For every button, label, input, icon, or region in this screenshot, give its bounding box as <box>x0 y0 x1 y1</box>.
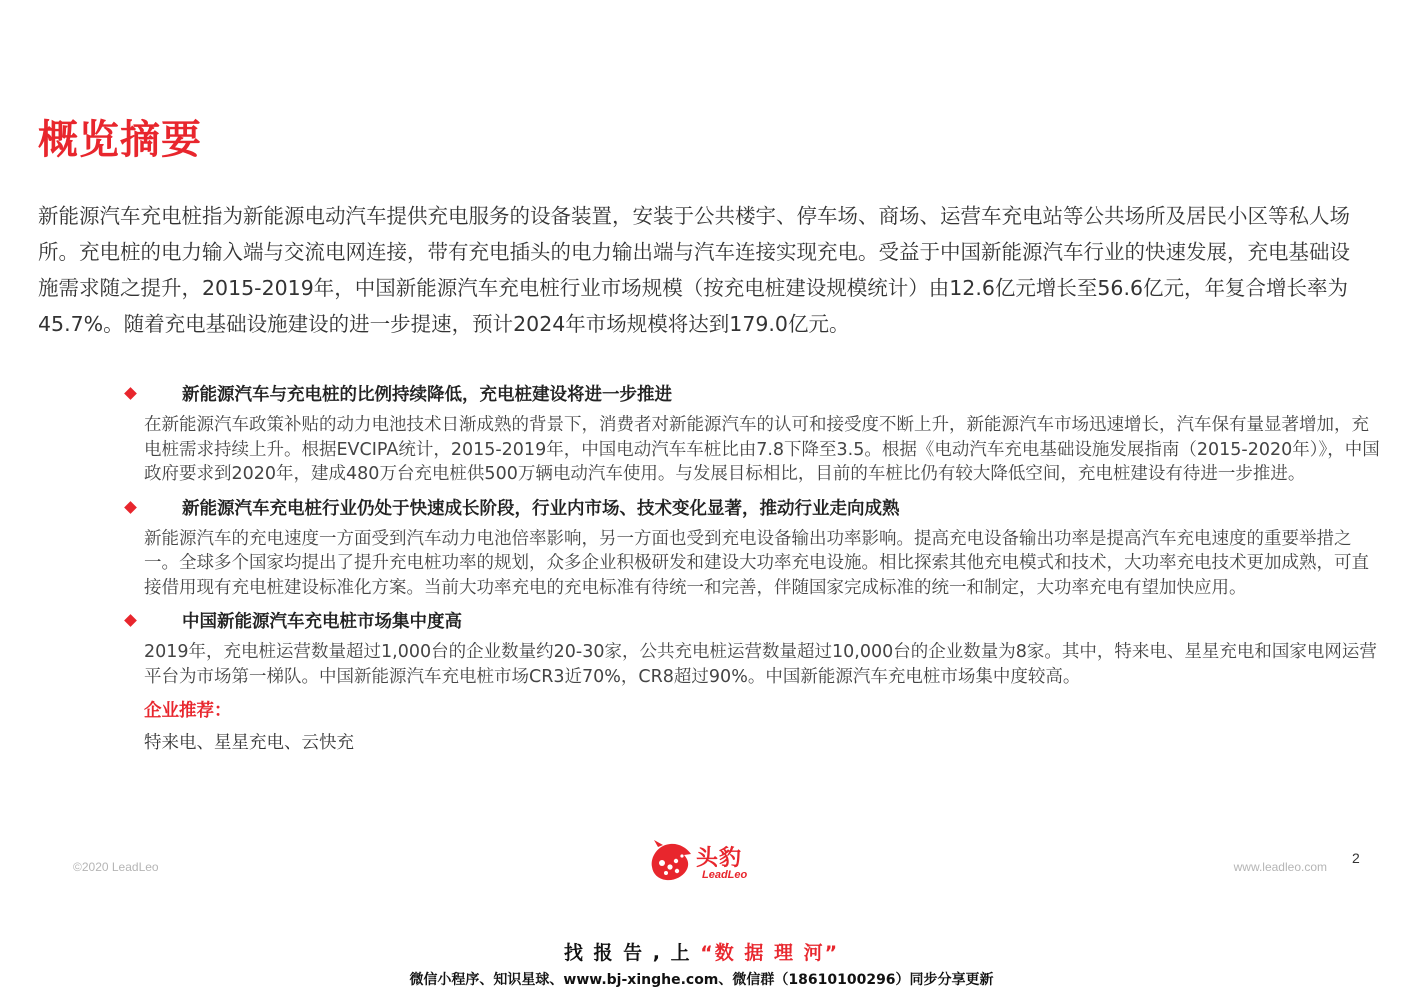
section-heading <box>144 379 1384 411</box>
bullet-sections <box>144 379 1384 759</box>
diamond-bullet-icon <box>124 614 137 627</box>
diamond-bullet-icon <box>124 387 137 400</box>
section-body: 2019年，充电桩运营数量超过1,000台的企业数量约20-30家，公共充电桩运营数量超过10,000台的企业数量为8家。其中，特来电、星星充电和国家电网运营平台为市场第一梯队。中国新能源汽车充电桩市场CR3近70%，CR8超过90%。中国新能源汽车充电桩市场集中度较高。 <box>144 642 1377 687</box>
section-heading-text: 新能源汽车与充电桩的比例持续降低，充电桩建设将进一步推进 <box>182 385 672 405</box>
diamond-bullet-icon <box>124 501 137 514</box>
leadleo-logo <box>646 837 766 887</box>
intro-paragraph: 新能源汽车充电桩指为新能源电动汽车提供充电服务的设备装置，安装于公共楼宇、停车场、商场、运营车充电站等公共场所及居民小区等私人场所。充电桩的电力输入端与交流电网连接，带有充电插头的电力输出端与汽车连接实现充电。受益于中国新能源汽车行业的快速发展，充电基础设施需求随之提升，2015-2019年，中国新能源汽车充电桩行业市场规模（按充电桩建设规模统计）由12.6亿元增长至56.6亿元，年复合增长率为45.7%。随着充电基础设施建设的进一步提速，预计2024年市场规模将达到179.0亿元。 <box>38 204 1350 336</box>
section-body: 在新能源汽车政策补贴的动力电池技术日渐成熟的背景下，消费者对新能源汽车的认可和接受度不断上升，新能源汽车市场迅速增长，汽车保有量显著增加，充电桩需求持续上升。根据EVCIPA统计，2015-2019年，中国电动汽车车桩比由7.8下降至3.5。根据《电动汽车充电基础设施发展指南（2015-2020年）》，中国政府要求到2020年，建成480万台充电桩供500万辆电动汽车使用。与发展目标相比，目前的车桩比仍有较大降低空间，充电桩建设有待进一步推进。 <box>144 415 1380 484</box>
copyright-text: ©2020 LeadLeo <box>73 860 159 874</box>
website-text: www.leadleo.com <box>1233 860 1327 874</box>
promo-highlight: “数 据 理 河” <box>700 942 840 964</box>
section-heading-text: 新能源汽车充电桩行业仍处于快速成长阶段，行业内市场、技术变化显著，推动行业走向成熟 <box>182 498 900 519</box>
page-title: 概览摘要 <box>38 117 202 163</box>
section-heading <box>144 606 1384 638</box>
promo-prefix: 找 报 告 , 上 <box>563 942 701 964</box>
section-heading-text: 中国新能源汽车充电桩市场集中度高 <box>182 612 462 632</box>
section-body: 新能源汽车的充电速度一方面受到汽车动力电池倍率影响，另一方面也受到充电设备输出功率影响。提高充电设备输出功率是提高汽车充电速度的重要举措之一。全球多个国家均提出了提升充电桩功率的规划，众多企业积极研发和建设大功率充电设施。相比探索其他充电模式和技术，大功率充电技术更加成熟，可直接借用现有充电桩建设标准化方案。当前大功率充电的充电标准有待统一和完善，伴随国家完成标准的统一和制定，大功率充电有望加快应用。 <box>144 528 1369 598</box>
section-heading <box>144 493 1384 525</box>
promo-banner-line1 <box>0 938 1403 965</box>
logo-text-en: LeadLeo <box>702 869 748 881</box>
logo-text-cn: 头豹 <box>696 846 743 871</box>
promo-banner-line2: 微信小程序、知识星球、www.bj-xinghe.com、微信群（18610100296）同步分享更新 <box>409 972 994 988</box>
recommend-value: 特来电、星星充电、云快充 <box>144 733 354 753</box>
page-number: 2 <box>1352 850 1360 866</box>
recommend-label: 企业推荐： <box>144 701 232 721</box>
leopard-head-icon <box>646 837 696 887</box>
